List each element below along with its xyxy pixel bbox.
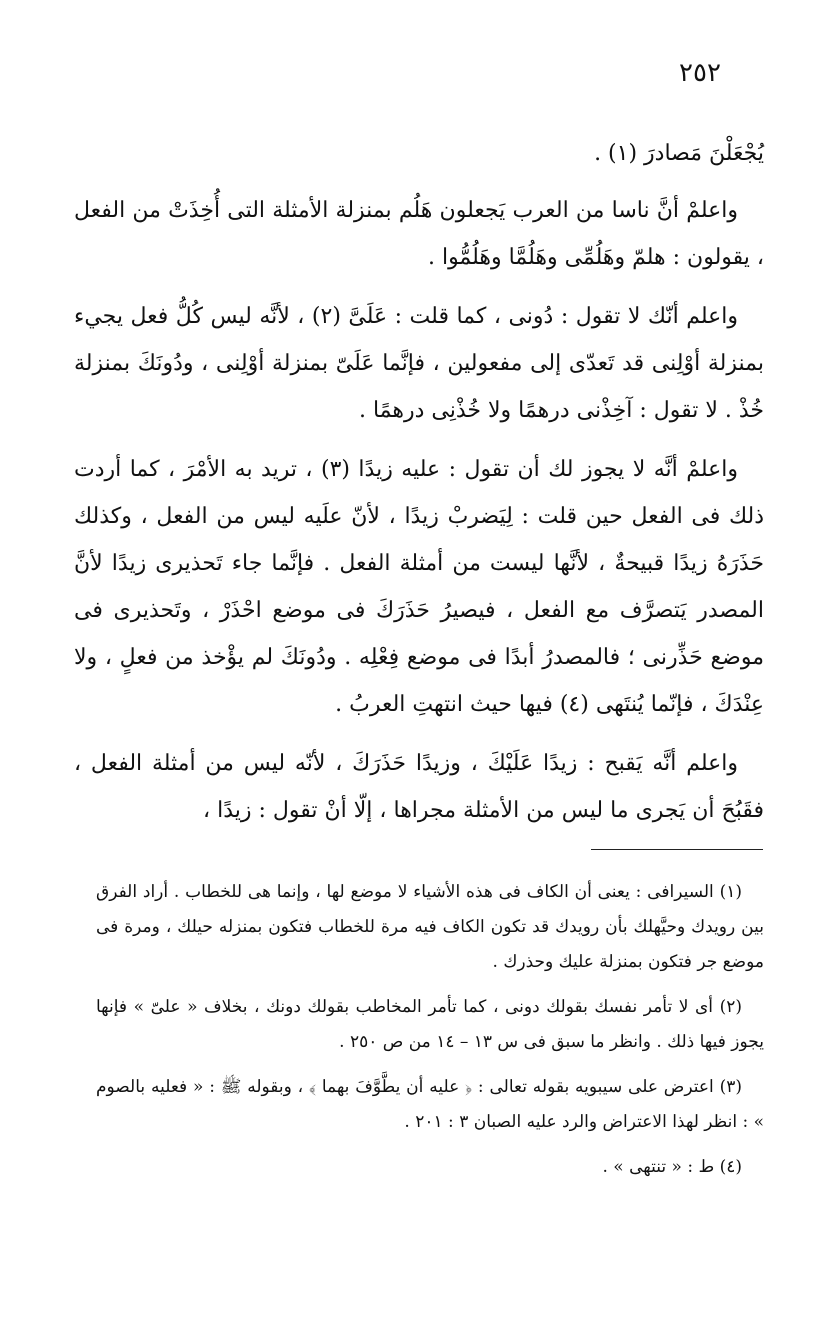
page-number: ٢٥٢ — [679, 58, 721, 88]
footnote-3: (٣) اعترض على سيبويه بقوله تعالى : ﴿ عليه أن يطَّوَّفَ بهما ﴾ ، وبقوله ﷺ : « فعليه بالصوم » : انظر لهذا الاعتراض والرد عليه الصبان ٣ : ٢٠١ . — [96, 1077, 764, 1132]
paragraph-yaqbuh: واعلم أنَّه يَقبح : زيدًا عَلَيْكَ ، وزيدًا حَذَرَكَ ، لأنّه ليس من أمثلة الفعل ، فقَبُحَ أن يَجرى ما ليس من الأمثلة مجراها ، إلّا أنْ تقول : زيدًا ، — [74, 751, 764, 823]
footnote-4: (٤) ط : « تنتهى » . — [602, 1157, 742, 1177]
footnotes — [96, 875, 764, 1195]
paragraph-alayhi-zaydan: واعلمْ أنَّه لا يجوز لك أن تقول : عليه زيدًا (٣) ، تريد به الأمْرَ ، كما أردت ذلك فى الفعل حين قلت : لِيَضربْ زيدًا ، لأنّ علَيه ليس من الفعل ، وكذلك حَذَرَهُ زيدًا قبيحةٌ ، لأنَّها ليست من أمثلة الفعل . فإنَّما جاء تَحذيرى زيدًا لأنَّ المصدر يَتصرَّف مع الفعل ، فيصيرُ حَذَرَكَ فى موضع احْذَرْ ، وتَحذيرى فى موضع حَذِّرنى ؛ فالمصدرُ أبدًا فى موضع فِعْلِه . ودُونَكَ لم يؤْخذ من فعلٍ ، ولا عِنْدَكَ ، فإنّما يُنتَهى (٤) فيها حيث انتهتِ العربُ . — [74, 457, 764, 717]
footnote-divider — [591, 849, 763, 850]
footnote-2: (٢) أى لا تأمر نفسك بقولك دونى ، كما تأمر المخاطب بقولك دونك ، بخلاف « علىّ » فإنها يجوز فيها ذلك . وانظر ما سبق فى س ١٣ – ١٤ من ص ٢٥٠ . — [96, 997, 764, 1052]
main-text — [74, 130, 764, 846]
footnote-1: (١) السيرافى : يعنى أن الكاف فى هذه الأشياء لا موضع لها ، وإنما هى للخطاب . أراد الفرق بين رويدك وحيَّهلك بأن رويدك قد تكون الكاف فيه مرة للخطاب فتكون بمنزله حيلك ، ومرة فى موضع جر فتكون بمنزلة عليك وحذرك . — [96, 882, 764, 972]
paragraph-halumma: واعلمْ أنَّ ناسا من العرب يَجعلون هَلُم بمنزلة الأمثلة التى أُخِذَتْ من الفعل ، يقولون : هلمّ وهَلُمِّى وهَلُمَّا وهَلُمُّوا . — [74, 198, 764, 270]
paragraph-continuation: يُجْعَلْنَ مَصادرَ (١) . — [594, 141, 764, 166]
paragraph-duni: واعلم أنّك لا تقول : دُونى ، كما قلت : عَلَىَّ (٢) ، لأنَّه ليس كُلُّ فعل يجيء بمنزلة أوْلِنى قد تَعدّى إلى مفعولين ، فإنَّما عَلَىّ بمنزلة أوْلِنى ، ودُونَكَ بمنزلة خُذْ . لا تقول : آخِذْنى درهمًا ولا خُذْنِى درهمًا . — [74, 304, 764, 423]
